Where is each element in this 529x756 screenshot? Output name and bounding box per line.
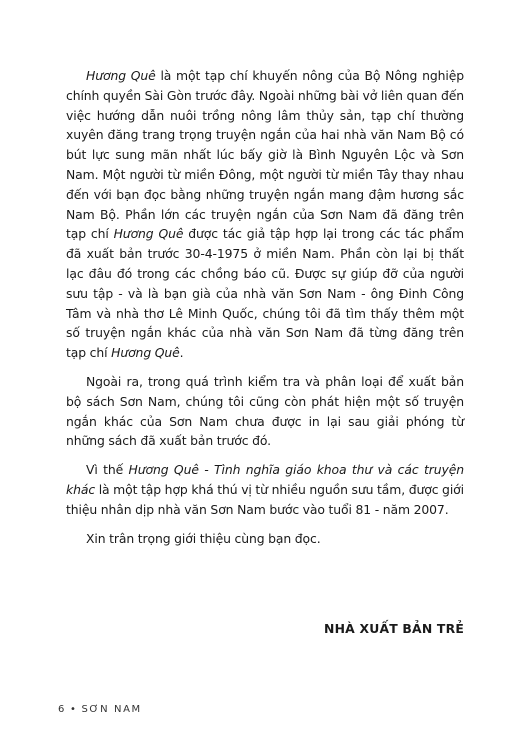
paragraph-text: là một tạp chí khuyến nông của Bộ Nông nghiệp chính quyền Sài Gòn trước đây. Ngoài những bài vở liên quan đến việc hướng dẫn nuôi trồng nông lâm thủy sản, tạp chí thường xuyên đăng trang trọng truyện ngắn của hai nhà văn Nam Bộ có bút lực sung mãn nhất lúc bấy giờ là Bình Nguyên Lộc và Sơn Nam. Một người từ miền Đông, một người từ miền Tây thay nhau đến với bạn đọc bằng những truyện ngắn mang đậm hương sắc Nam Bộ. Phần lớn các truyện ngắn của Sơn Nam đã đăng trên tạp chí bbox=[66, 68, 464, 242]
magazine-title: Hương Quê bbox=[111, 345, 180, 361]
paragraph-text: được tác giả tập hợp lại trong các tác phẩm đã xuất bản trước 30-4-1975 ở miền Nam. Phần còn lại bị thất lạc đâu đó trong các chồng báo cũ. Được sự giúp đỡ của người sưu tập - và là bạn già của nhà văn Sơn Nam - ông Đinh Công Tâm và nhà thơ Lê Minh Quốc, chúng tôi đã tìm thấy thêm một số truyện ngắn khác của nhà văn Sơn Nam đã từng đăng trên tạp chí bbox=[66, 226, 464, 361]
paragraph-text: . bbox=[179, 345, 184, 361]
magazine-title: Hương Quê bbox=[86, 68, 156, 83]
paragraph-text: Xin trân trọng giới thiệu cùng bạn đọc. bbox=[86, 530, 321, 546]
page-number: 6 bbox=[58, 704, 66, 715]
magazine-title: Hương Quê bbox=[113, 226, 184, 242]
footer-separator: • bbox=[69, 704, 78, 715]
paragraph-4 bbox=[66, 529, 464, 549]
paragraph-2 bbox=[66, 372, 464, 451]
paragraph-text: Ngoài ra, trong quá trình kiểm tra và phân loại để xuất bản bộ sách Sơn Nam, chúng tôi cũng còn phát hiện một số truyện ngắn khác của Sơn Nam chưa được in lại sau giải phóng từ những sách đã xuất bản trước đó. bbox=[66, 373, 464, 449]
publisher-signature: NHÀ XUẤT BẢN TRẺ bbox=[324, 621, 464, 636]
paragraph-text: là một tập hợp khá thú vị từ nhiều nguồn sưu tầm, được giới thiệu nhân dịp nhà văn Sơn Nam bước vào tuổi 81 - năm 2007. bbox=[66, 481, 464, 517]
page-footer bbox=[58, 704, 142, 715]
running-title: SƠN NAM bbox=[81, 704, 142, 715]
paragraph-text: Vì thế bbox=[86, 462, 129, 478]
page-body bbox=[66, 66, 464, 557]
book-title: Hương Quê - Tình nghĩa giáo khoa thư và các truyện khác bbox=[66, 462, 464, 497]
paragraph-3 bbox=[66, 460, 464, 519]
paragraph-1 bbox=[66, 66, 464, 363]
